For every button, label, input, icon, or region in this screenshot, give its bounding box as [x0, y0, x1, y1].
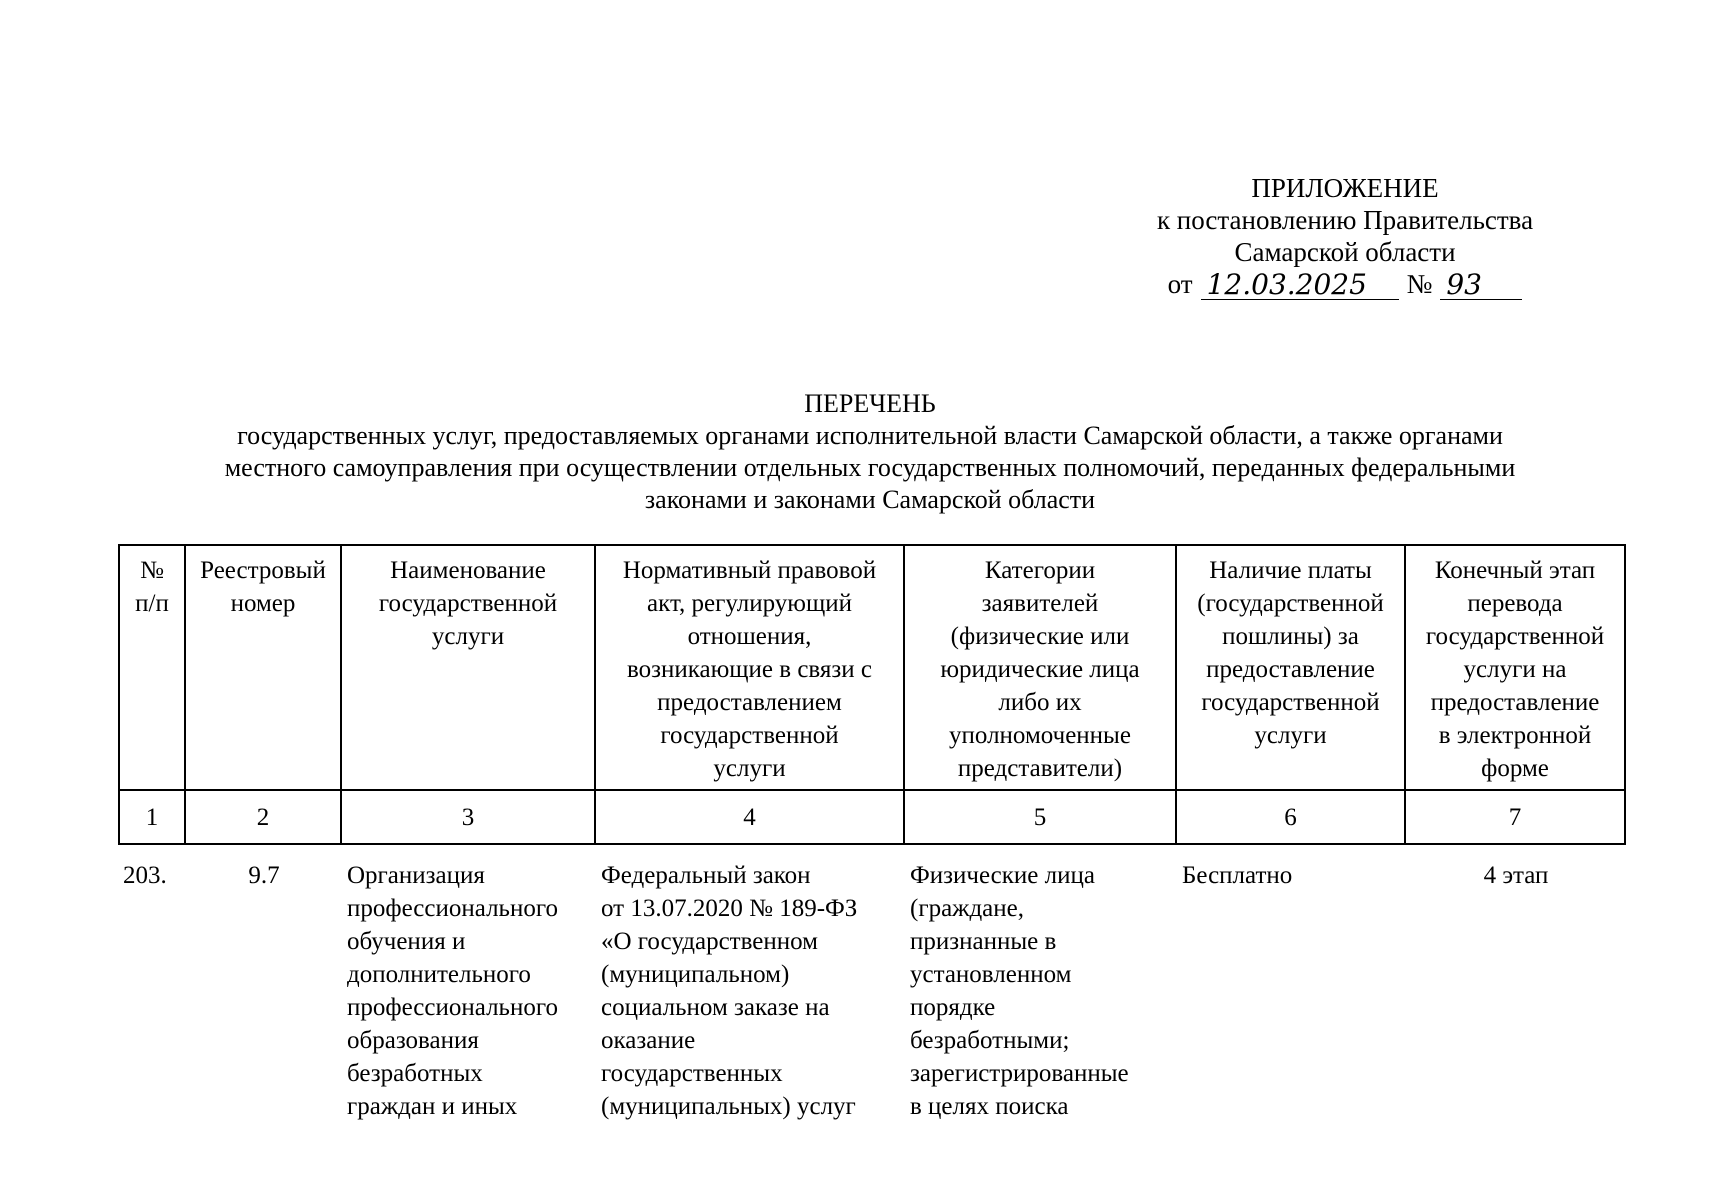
column-number-row — [119, 790, 1625, 844]
appendix-line-1: к постановлению Правительства — [1156, 205, 1534, 235]
row-registry-number: 9.7 — [248, 862, 280, 889]
row-fee: Бесплатно — [1182, 862, 1293, 889]
column-number: 6 — [1176, 790, 1405, 844]
table-row — [119, 844, 1625, 1123]
header-cell-fee: Наличие платы (государственной пошлины) за предоставление государственной услуги — [1176, 545, 1405, 790]
heading-line-2: местного самоуправления при осуществлении отдельных государственных полномочий, переданных федеральными — [224, 453, 1516, 482]
column-number: 2 — [185, 790, 341, 844]
heading-line-1: государственных услуг, предоставляемых органами исполнительной власти Самарской области, а также органами — [237, 421, 1503, 450]
services-table — [118, 544, 1626, 1123]
date-prefix: от — [1167, 269, 1193, 299]
column-number: 7 — [1405, 790, 1625, 844]
row-service-name: Организация профессионального обучения и дополнительного профессионального образования безработных граждан и иных — [347, 862, 558, 1120]
handwritten-date: 12.03.2025 — [1201, 271, 1399, 300]
document-heading — [100, 388, 1640, 516]
table-header-row — [119, 545, 1625, 790]
column-number: 1 — [119, 790, 185, 844]
header-cell-registry: Реестровый номер — [185, 545, 341, 790]
row-applicants: Физические лица (граждане, признанные в установленном порядке безработными; зарегистрированные в целях поиска — [910, 862, 1129, 1120]
column-number: 4 — [595, 790, 904, 844]
header-cell-applicants: Категории заявителей (физические или юридические лица либо их уполномоченные представители) — [904, 545, 1176, 790]
appendix-line-2: Самарской области — [1234, 237, 1456, 267]
appendix-title: ПРИЛОЖЕНИЕ — [1251, 173, 1439, 203]
number-prefix: № — [1406, 269, 1433, 299]
heading-line-3: законами и законами Самарской области — [644, 485, 1096, 514]
row-number: 203. — [123, 862, 167, 889]
column-number: 3 — [341, 790, 595, 844]
document-title: ПЕРЕЧЕНЬ — [804, 389, 936, 418]
header-cell-legal-act: Нормативный правовой акт, регулирующий отношения, возникающие в связи с предоставлением государственной услуги — [595, 545, 904, 790]
order-date-line — [1100, 268, 1590, 300]
handwritten-number: 93 — [1440, 271, 1522, 300]
header-cell-number: № п/п — [119, 545, 185, 790]
header-cell-service-name: Наименование государственной услуги — [341, 545, 595, 790]
column-number: 5 — [904, 790, 1176, 844]
appendix-block — [1100, 172, 1590, 300]
header-cell-stage: Конечный этап перевода государственной услуги на предоставление в электронной форме — [1405, 545, 1625, 790]
row-stage: 4 этап — [1483, 862, 1549, 889]
row-legal-act: Федеральный закон от 13.07.2020 № 189-ФЗ «О государственном (муниципальном) социальном заказе на оказание государственных (муниципальных) услуг — [601, 862, 858, 1120]
